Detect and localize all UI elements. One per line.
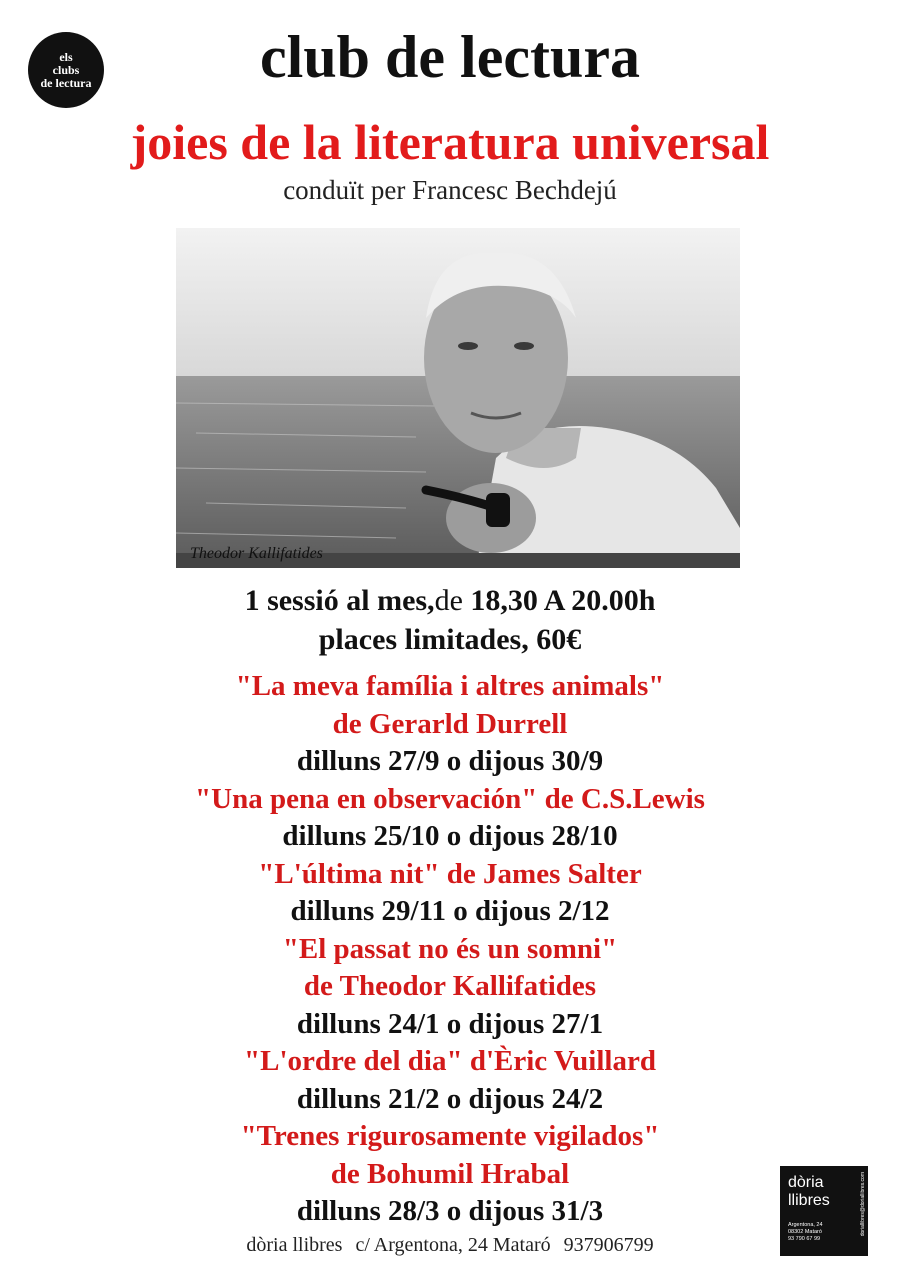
footer-contact xyxy=(0,1234,900,1257)
doria-logo-line-2: llibres xyxy=(788,1192,830,1209)
book-dates: dilluns 21/2 o dijous 24/2 xyxy=(296,1082,604,1115)
doria-logo-addr-2: 08302 Mataró xyxy=(788,1229,822,1235)
book-title: "El passat no és un somni" xyxy=(282,932,618,965)
book-author: de Gerarld Durrell xyxy=(332,707,568,740)
book-item xyxy=(0,1043,900,1118)
book-author: de Theodor Kallifatides xyxy=(303,970,597,1002)
book-item xyxy=(0,931,900,1044)
logo-line-1: els xyxy=(59,49,73,64)
book-item xyxy=(0,668,900,781)
conductor-line: conduït per Francesc Bechdejú xyxy=(283,175,617,205)
book-dates: dilluns 24/1 o dijous 27/1 xyxy=(296,1007,604,1040)
footer-address: c/ Argentona, 24 Mataró xyxy=(355,1234,551,1256)
book-title: "L'última nit" de James Salter xyxy=(258,857,642,890)
sessions-normal: de xyxy=(434,584,471,617)
book-dates: dilluns 28/3 o dijous 31/3 xyxy=(296,1195,604,1227)
book-dates: dilluns 29/11 o dijous 2/12 xyxy=(290,895,610,927)
author-photo-illustration xyxy=(176,228,740,568)
author-photo xyxy=(176,228,740,568)
places-line: places limitades, 60€ xyxy=(318,623,582,656)
book-title: "L'ordre del dia" d'Èric Vuillard xyxy=(244,1045,656,1077)
footer-phone: 937906799 xyxy=(563,1234,654,1256)
logo-line-3: de lectura xyxy=(40,75,92,90)
book-item xyxy=(0,1118,900,1231)
doria-logo-line-1: dòria xyxy=(788,1174,824,1191)
footer-shop: dòria llibres xyxy=(246,1234,343,1256)
book-item xyxy=(0,781,900,856)
book-title: "Una pena en observación" de C.S.Lewis xyxy=(195,782,705,815)
book-title: "La meva família i altres animals" xyxy=(235,670,665,702)
book-title: "Trenes rigurosamente vigilados" xyxy=(240,1120,660,1152)
sessions-bold-1: 1 sessió al mes, xyxy=(244,584,435,617)
book-author: de Bohumil Hrabal xyxy=(330,1157,570,1190)
book-dates: dilluns 27/9 o dijous 30/9 xyxy=(296,745,604,777)
doria-logo-addr-3: 93 790 67 99 xyxy=(788,1236,821,1242)
logo-line-2: clubs xyxy=(52,62,80,77)
page-title: club de lectura xyxy=(260,24,640,90)
doria-logo-address xyxy=(788,1222,823,1243)
book-list xyxy=(0,668,900,1231)
page-subtitle: joies de la literatura universal xyxy=(130,114,770,170)
book-dates: dilluns 25/10 o dijous 28/10 xyxy=(282,820,618,852)
doria-logo-addr-1: Argentona, 24 xyxy=(788,1222,823,1228)
doria-llibres-logo xyxy=(780,1166,868,1256)
photo-caption: Theodor Kallifatides xyxy=(190,545,323,562)
sessions-line xyxy=(0,582,900,620)
book-item xyxy=(0,856,900,931)
doria-logo-name xyxy=(788,1174,830,1210)
sessions-bold-2: 18,30 A 20.00h xyxy=(470,584,656,617)
doria-logo-email: doriallibres@doriallibres.com xyxy=(860,1172,866,1237)
